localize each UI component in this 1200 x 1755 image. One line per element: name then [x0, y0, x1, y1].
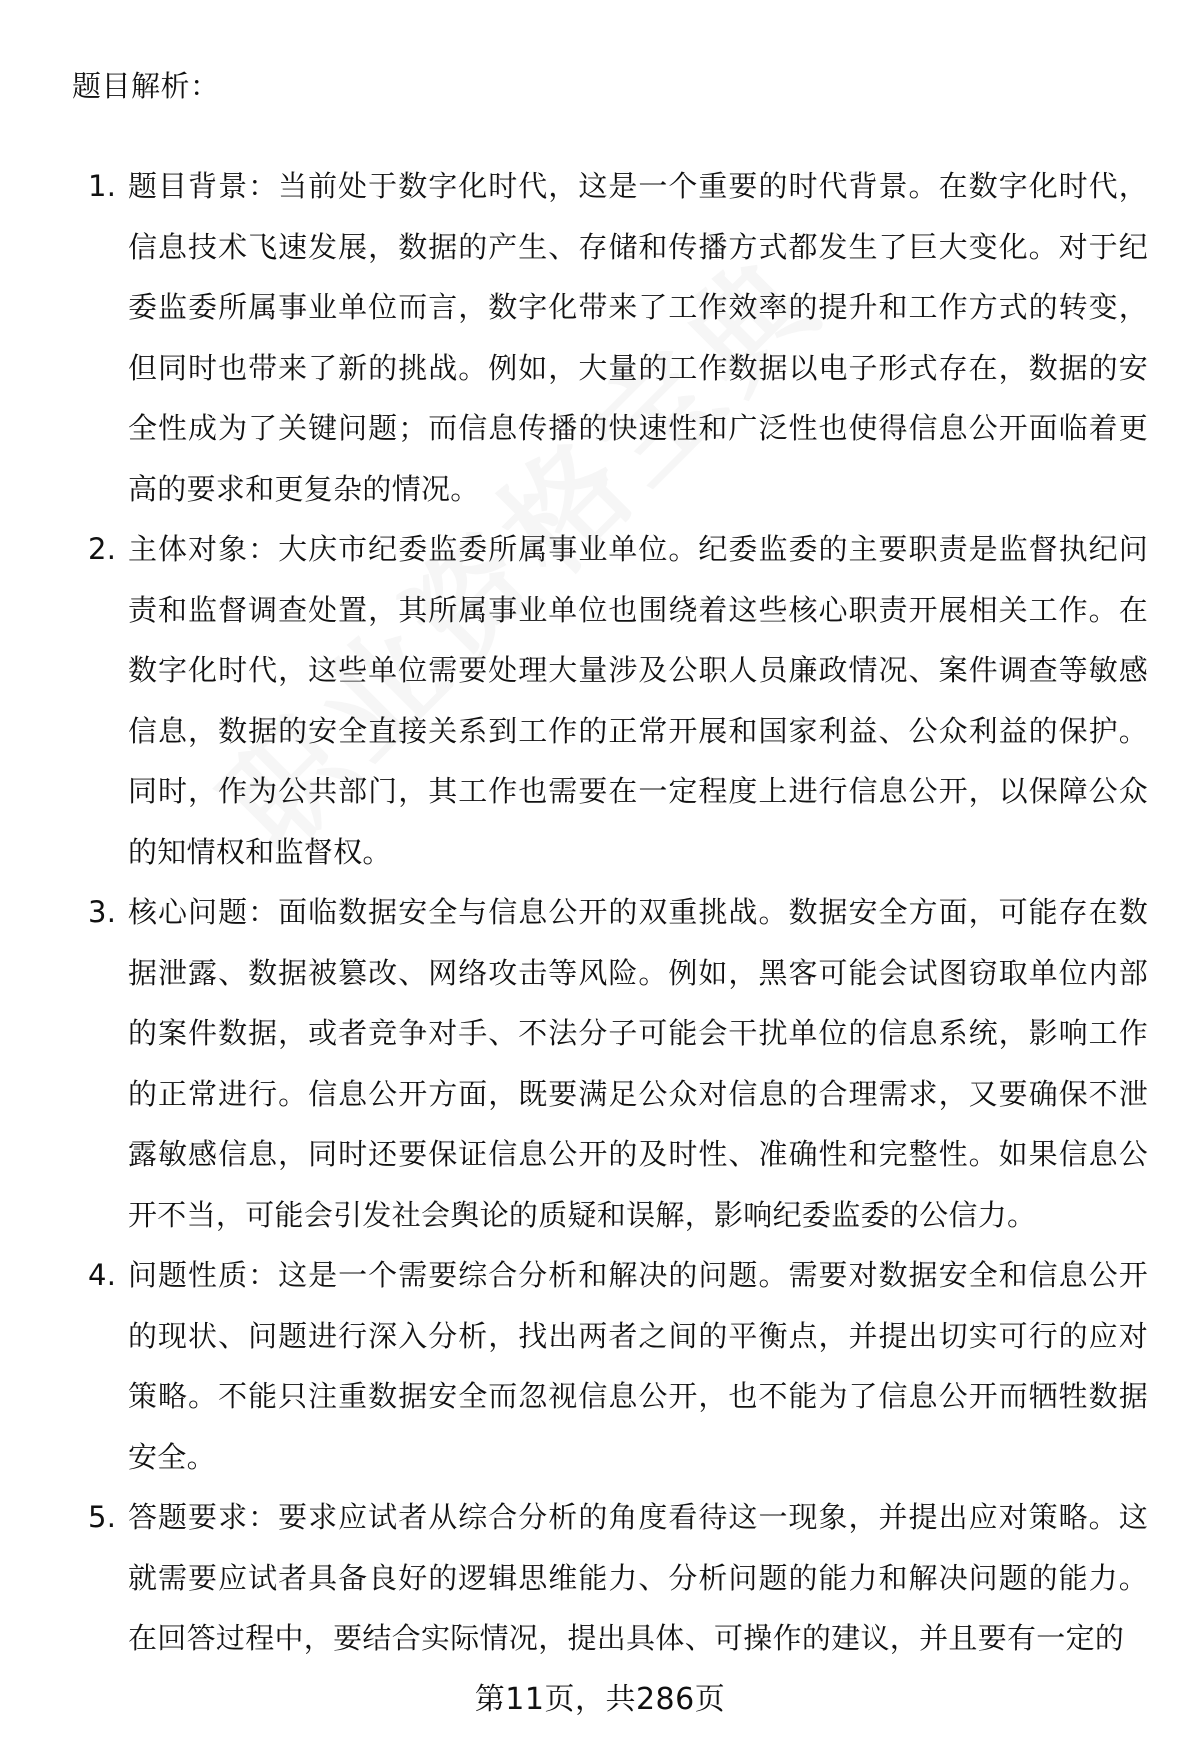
list-item: [88, 1487, 1148, 1669]
page-number-footer: 第11页，共286页: [474, 1682, 726, 1717]
analysis-list: [88, 156, 1148, 1669]
list-item-text: 核心问题：面临数据安全与信息公开的双重挑战。数据安全方面，可能存在数据泄露、数据被篡改、网络攻击等风险。例如，黑客可能会试图窃取单位内部的案件数据，或者竞争对手、不法分子可能会干扰单位的信息系统，影响工作的正常进行。信息公开方面，既要满足公众对信息的合理需求，又要确保不泄露敏感信息，同时还要保证信息公开的及时性、准确性和完整性。如果信息公开不当，可能会引发社会舆论的质疑和误解，影响纪委监委的公信力。: [128, 895, 1148, 1232]
list-item-text: 答题要求：要求应试者从综合分析的角度看待这一现象，并提出应对策略。这就需要应试者具备良好的逻辑思维能力、分析问题的能力和解决问题的能力。在回答过程中，要结合实际情况，提出具体、可操作的建议，并且要有一定的: [128, 1500, 1148, 1655]
list-item-text: 主体对象：大庆市纪委监委所属事业单位。纪委监委的主要职责是监督执纪问责和监督调查处置，其所属事业单位也围绕着这些核心职责开展相关工作。在数字化时代，这些单位需要处理大量涉及公职人员廉政情况、案件调查等敏感信息，数据的安全直接关系到工作的正常开展和国家利益、公众利益的保护。同时，作为公共部门，其工作也需要在一定程度上进行信息公开，以保障公众的知情权和监督权。: [128, 532, 1148, 869]
list-item: [88, 156, 1148, 519]
list-item-text: 问题性质：这是一个需要综合分析和解决的问题。需要对数据安全和信息公开的现状、问题进行深入分析，找出两者之间的平衡点，并提出切实可行的应对策略。不能只注重数据安全而忽视信息公开，也不能为了信息公开而牺牲数据安全。: [128, 1258, 1148, 1474]
list-item-number: 1.: [88, 169, 117, 203]
list-item-number: 2.: [88, 532, 117, 566]
section-title: 题目解析：: [72, 69, 220, 103]
list-item-text: 题目背景：当前处于数字化时代，这是一个重要的时代背景。在数字化时代，信息技术飞速发展，数据的产生、存储和传播方式都发生了巨大变化。对于纪委监委所属事业单位而言，数字化带来了工作效率的提升和工作方式的转变，但同时也带来了新的挑战。例如，大量的工作数据以电子形式存在，数据的安全性成为了关键问题；而信息传播的快速性和广泛性也使得信息公开面临着更高的要求和更复杂的情况。: [128, 169, 1148, 506]
list-item: [88, 882, 1148, 1245]
list-item: [88, 519, 1148, 882]
list-item-number: 3.: [88, 895, 117, 929]
list-item-number: 4.: [88, 1258, 117, 1292]
list-item: [88, 1245, 1148, 1487]
list-item-number: 5.: [88, 1500, 117, 1534]
